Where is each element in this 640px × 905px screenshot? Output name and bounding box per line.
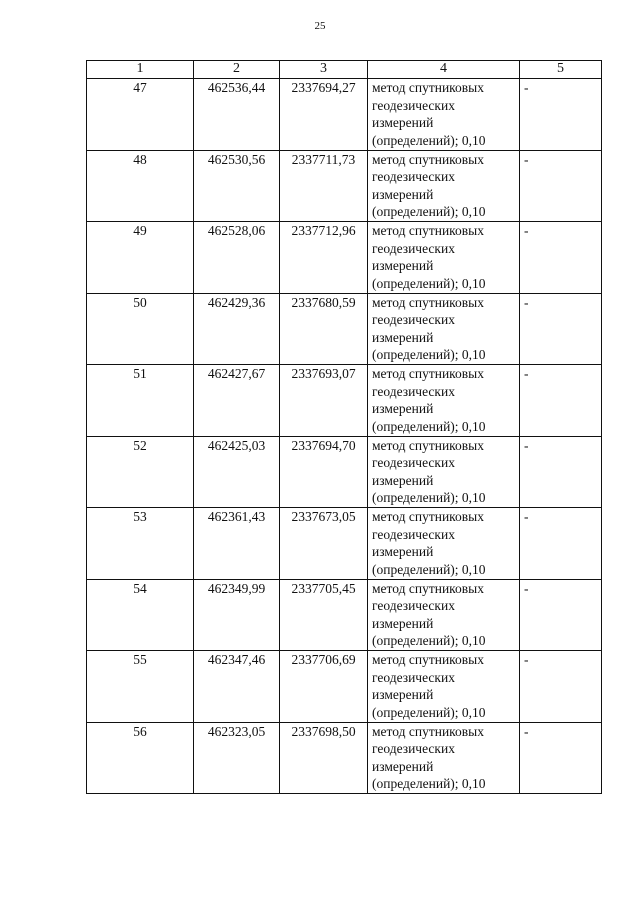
x-coordinate-cell: 462536,44 — [194, 79, 280, 151]
y-coordinate-cell: 2337711,73 — [280, 150, 368, 222]
method-text-line: метод спутниковых — [372, 652, 484, 667]
point-number-cell: 48 — [87, 150, 194, 222]
note-cell: - — [520, 79, 602, 151]
method-text-line: геодезических — [372, 669, 455, 685]
y-coordinate-cell: 2337705,45 — [280, 579, 368, 651]
method-text-line: измерений — [372, 472, 434, 488]
y-coordinate-cell: 2337698,50 — [280, 722, 368, 794]
table-row — [87, 222, 602, 294]
note-cell: - — [520, 365, 602, 437]
table-row — [87, 651, 602, 723]
method-text-line: геодезических — [372, 312, 455, 327]
table-row — [87, 436, 602, 508]
method-cell — [368, 651, 520, 723]
method-text-line: измерений — [372, 615, 434, 631]
method-text-line: (определений); 0,10 — [372, 704, 486, 720]
method-text-line: (определений); 0,10 — [372, 418, 486, 434]
method-text-line: измерений — [372, 186, 434, 202]
note-cell: - — [520, 579, 602, 651]
column-header-4: 4 — [368, 61, 520, 79]
x-coordinate-cell: 462425,03 — [194, 436, 280, 508]
y-coordinate-cell: 2337680,59 — [280, 293, 368, 365]
coordinates-table — [86, 60, 602, 794]
method-text-line: метод спутниковых — [372, 80, 484, 95]
method-text-line: метод спутниковых — [372, 580, 484, 596]
table-row — [87, 722, 602, 794]
method-text-line: измерений — [372, 687, 434, 702]
x-coordinate-cell: 462361,43 — [194, 508, 280, 580]
note-cell: - — [520, 293, 602, 365]
column-header-1: 1 — [87, 61, 194, 79]
y-coordinate-cell: 2337694,27 — [280, 79, 368, 151]
method-cell — [368, 150, 520, 222]
y-coordinate-cell: 2337712,96 — [280, 222, 368, 294]
method-text-line: геодезических — [372, 598, 455, 613]
method-cell — [368, 222, 520, 294]
x-coordinate-cell: 462427,67 — [194, 365, 280, 437]
x-coordinate-cell: 462528,06 — [194, 222, 280, 294]
method-cell — [368, 293, 520, 365]
table-header-row — [87, 61, 602, 79]
x-coordinate-cell: 462347,46 — [194, 651, 280, 723]
method-cell — [368, 722, 520, 794]
column-header-3: 3 — [280, 61, 368, 79]
point-number-cell: 50 — [87, 293, 194, 365]
method-text-line: метод спутниковых — [372, 723, 484, 739]
note-cell: - — [520, 436, 602, 508]
point-number-cell: 53 — [87, 508, 194, 580]
method-text-line: (определений); 0,10 — [372, 490, 486, 505]
method-text-line: геодезических — [372, 97, 455, 113]
x-coordinate-cell: 462349,99 — [194, 579, 280, 651]
method-text-line: (определений); 0,10 — [372, 347, 486, 362]
method-text-line: метод спутниковых — [372, 223, 484, 238]
point-number-cell: 55 — [87, 651, 194, 723]
note-cell: - — [520, 222, 602, 294]
x-coordinate-cell: 462530,56 — [194, 150, 280, 222]
method-text-line: метод спутниковых — [372, 437, 484, 453]
method-text-line: геодезических — [372, 526, 455, 542]
method-text-line: измерений — [372, 401, 434, 416]
point-number-cell: 47 — [87, 79, 194, 151]
method-text-line: геодезических — [372, 240, 455, 256]
column-header-5: 5 — [520, 61, 602, 79]
table-row — [87, 579, 602, 651]
table-row — [87, 508, 602, 580]
note-cell: - — [520, 150, 602, 222]
method-text-line: геодезических — [372, 169, 455, 184]
y-coordinate-cell: 2337673,05 — [280, 508, 368, 580]
method-cell — [368, 79, 520, 151]
column-header-2: 2 — [194, 61, 280, 79]
method-text-line: метод спутниковых — [372, 366, 484, 381]
method-text-line: измерений — [372, 258, 434, 273]
page-number: 25 — [314, 20, 326, 32]
method-text-line: геодезических — [372, 383, 455, 399]
x-coordinate-cell: 462429,36 — [194, 293, 280, 365]
y-coordinate-cell: 2337694,70 — [280, 436, 368, 508]
method-text-line: геодезических — [372, 455, 455, 470]
method-text-line: (определений); 0,10 — [372, 561, 486, 577]
method-text-line: (определений); 0,10 — [372, 132, 486, 148]
x-coordinate-cell: 462323,05 — [194, 722, 280, 794]
method-text-line: измерений — [372, 115, 434, 130]
method-cell — [368, 579, 520, 651]
method-text-line: измерений — [372, 758, 434, 774]
point-number-cell: 51 — [87, 365, 194, 437]
y-coordinate-cell: 2337706,69 — [280, 651, 368, 723]
method-text-line: метод спутниковых — [372, 509, 484, 524]
method-text-line: измерений — [372, 544, 434, 559]
method-text-line: геодезических — [372, 741, 455, 756]
method-text-line: (определений); 0,10 — [372, 776, 486, 791]
method-cell — [368, 508, 520, 580]
point-number-cell: 54 — [87, 579, 194, 651]
table-row — [87, 293, 602, 365]
method-text-line: метод спутниковых — [372, 294, 484, 310]
note-cell: - — [520, 508, 602, 580]
point-number-cell: 52 — [87, 436, 194, 508]
method-text-line: (определений); 0,10 — [372, 275, 486, 291]
method-cell — [368, 436, 520, 508]
point-number-cell: 49 — [87, 222, 194, 294]
method-text-line: измерений — [372, 329, 434, 345]
method-text-line: (определений); 0,10 — [372, 204, 486, 219]
y-coordinate-cell: 2337693,07 — [280, 365, 368, 437]
table-row — [87, 150, 602, 222]
note-cell: - — [520, 722, 602, 794]
method-text-line: метод спутниковых — [372, 151, 484, 167]
table-row — [87, 365, 602, 437]
point-number-cell: 56 — [87, 722, 194, 794]
method-cell — [368, 365, 520, 437]
note-cell: - — [520, 651, 602, 723]
table-row — [87, 79, 602, 151]
method-text-line: (определений); 0,10 — [372, 633, 486, 648]
